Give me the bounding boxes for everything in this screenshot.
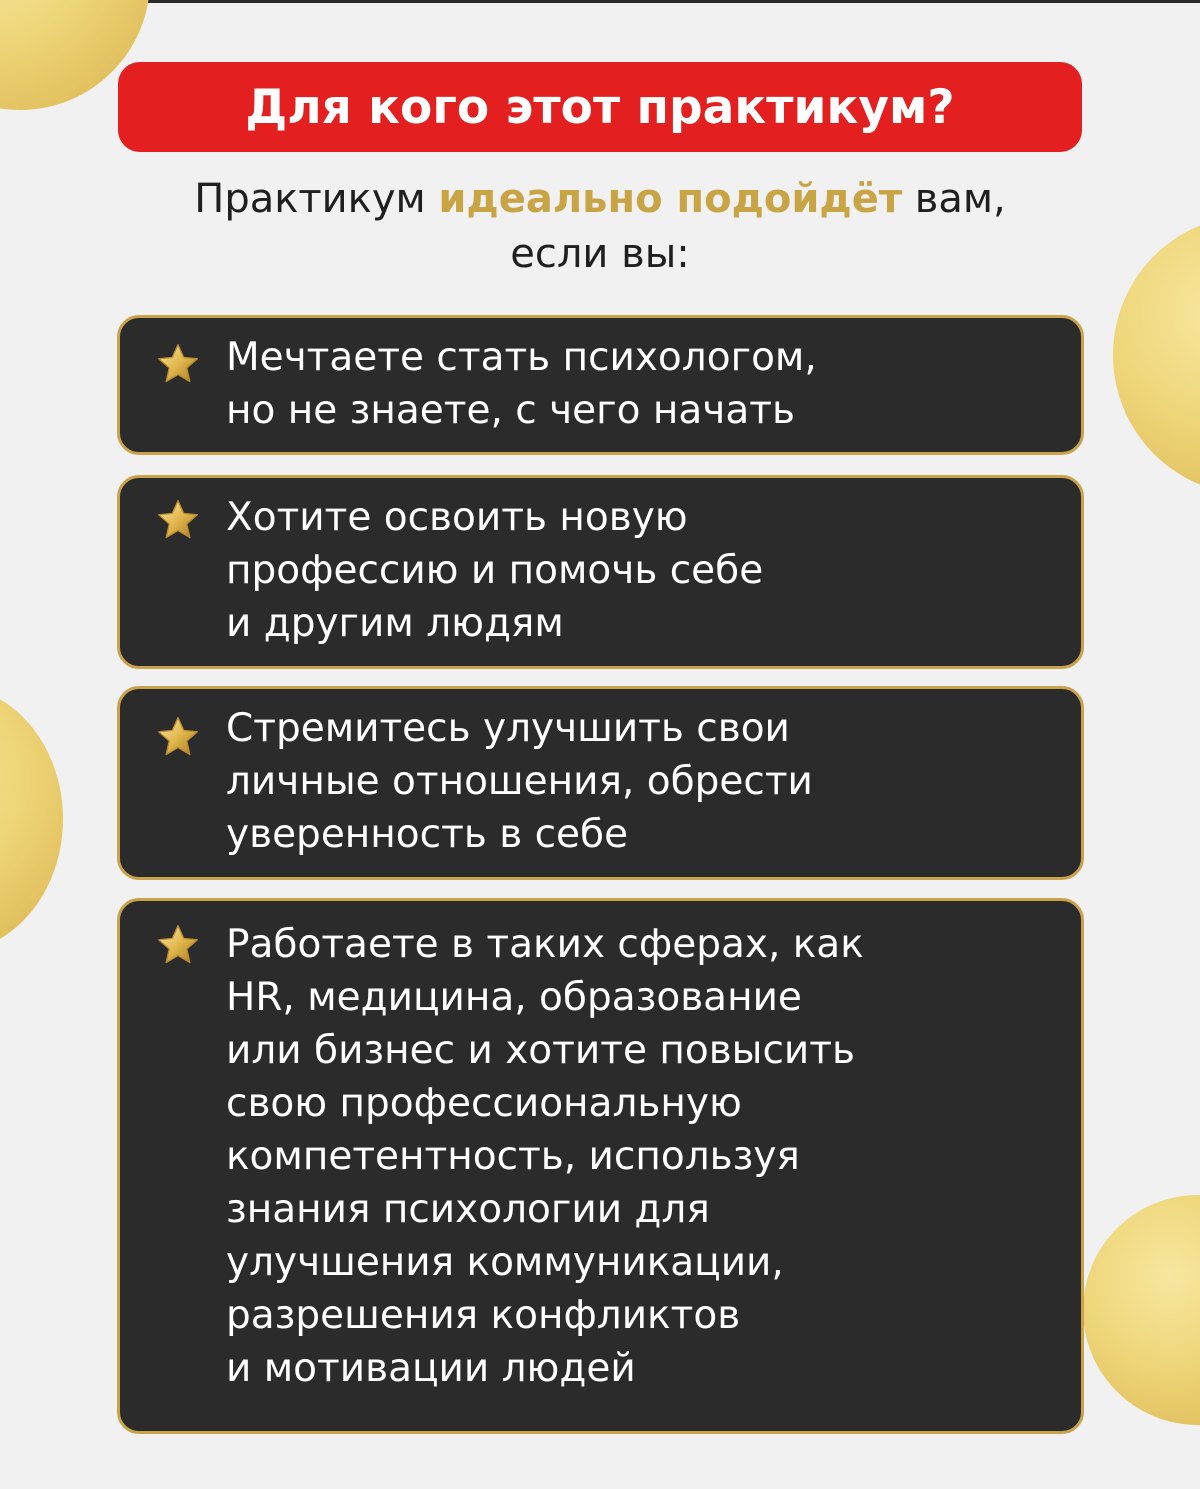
subtitle <box>100 172 1100 282</box>
star-icon <box>156 715 200 759</box>
subtitle-accent: идеально подойдёт <box>438 176 903 222</box>
list-item-text: Хотите освоить новую профессию и помочь себе и другим людям <box>226 495 764 646</box>
star-icon <box>156 498 200 542</box>
list-item <box>117 475 1084 669</box>
title-banner <box>118 62 1082 152</box>
list-item-text: Работаете в таких сферах, как HR, медицина, образование или бизнес и хотите повысить свою профессиональную компетентность, используя знания психологии для улучшения коммуникации, разрешения конфликтов и мотивации людей <box>226 922 864 1391</box>
list-item <box>117 898 1084 1434</box>
top-border-line <box>0 0 1200 3</box>
gold-circle-decoration <box>1083 1195 1200 1425</box>
list-item-text: Мечтаете стать психологом, но не знаете, с чего начать <box>226 335 817 433</box>
list-item-text: Стремитесь улучшить свои личные отношения, обрести уверенность в себе <box>226 706 813 857</box>
star-icon <box>156 342 200 386</box>
list-item <box>117 315 1084 455</box>
gold-circle-decoration <box>0 685 63 953</box>
subtitle-after: вам, если вы: <box>510 176 1006 277</box>
star-icon <box>156 923 200 967</box>
gold-circle-decoration <box>1113 215 1200 495</box>
page-title: Для кого этот практикум? <box>245 79 955 135</box>
subtitle-before: Практикум <box>194 176 439 222</box>
list-item <box>117 686 1084 880</box>
